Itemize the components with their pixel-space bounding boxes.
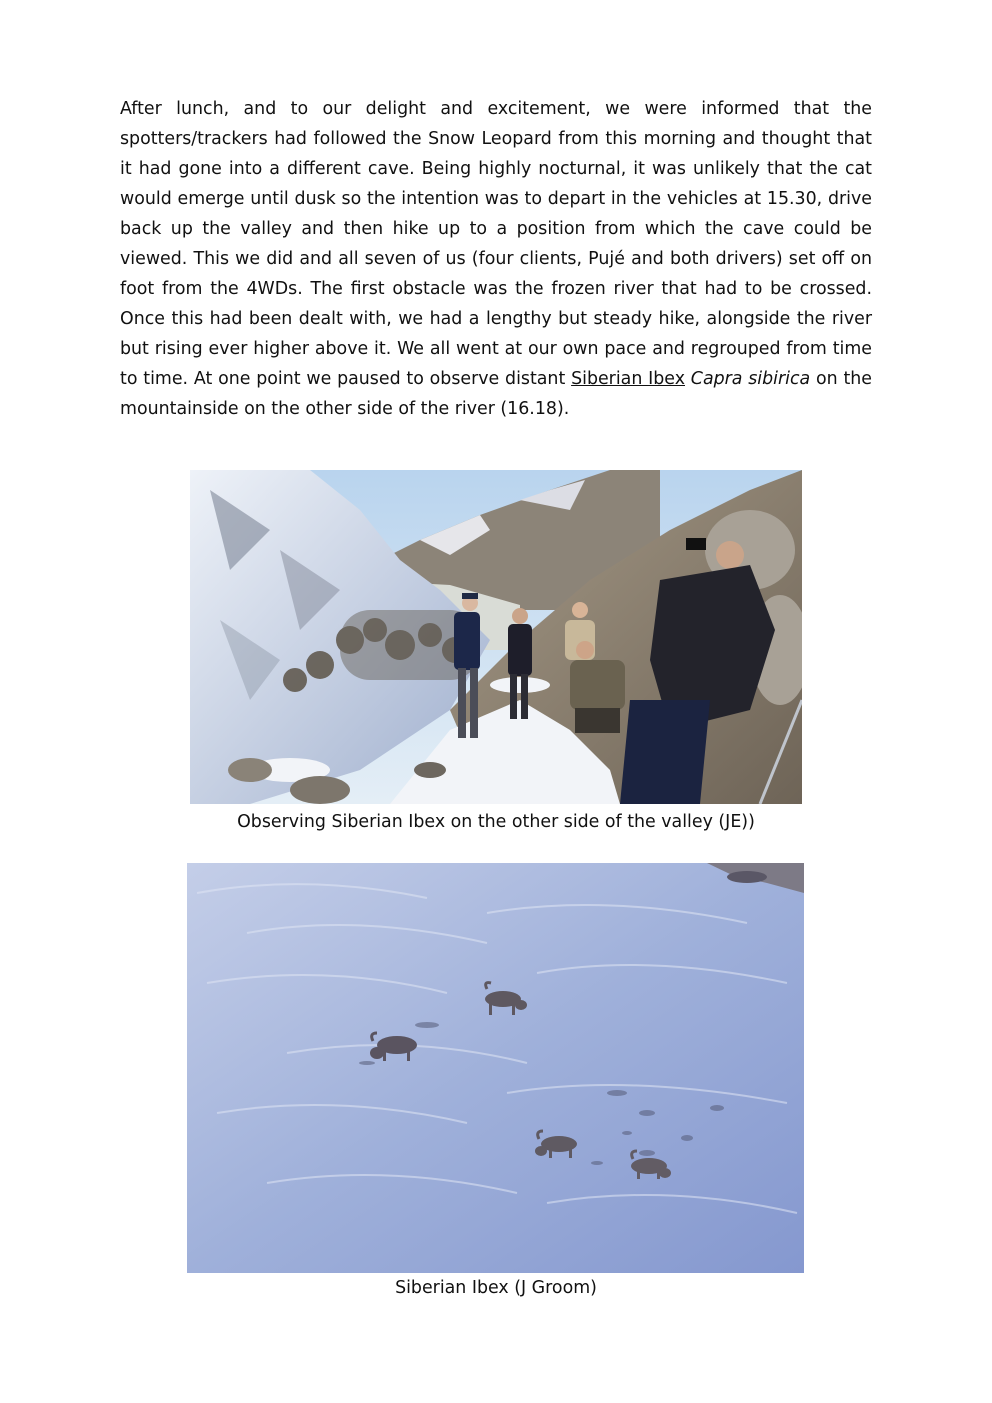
observers-photo (190, 470, 802, 804)
species-link[interactable]: Siberian Ibex (571, 369, 685, 389)
paragraph-text-end: on the mountainside on the other side of the river (16.18). (120, 369, 872, 419)
scientific-name: Capra sibirica (690, 369, 811, 389)
ibex-photo (187, 863, 804, 1273)
figure-caption-2: Siberian Ibex (J Groom) (395, 1278, 597, 1298)
figure-caption-1: Observing Siberian Ibex on the other side of the valley (JE)) (237, 812, 755, 832)
body-paragraph (120, 94, 872, 424)
paragraph-text: After lunch, and to our delight and excitement, we were informed that the spotters/trackers had followed the Snow Leopard from this morning and thought that it had gone into a different cave. Being highly nocturnal, it was unlikely that the cat would emerge until dusk so the intention was to depart in the vehicles at 15.30, drive back up the valley and then hike up to a position from which the cave could be viewed. This we did and all seven of us (four clients, Pujé and both drivers) set off on foot from the 4WDs. The first obstacle was the frozen river that had to be crossed. Once this had been dealt with, we had a lengthy but steady hike, alongside the river but rising ever higher above it. We all went at our own pace and regrouped from time to time. At one point we paused to observe distant (120, 99, 872, 389)
